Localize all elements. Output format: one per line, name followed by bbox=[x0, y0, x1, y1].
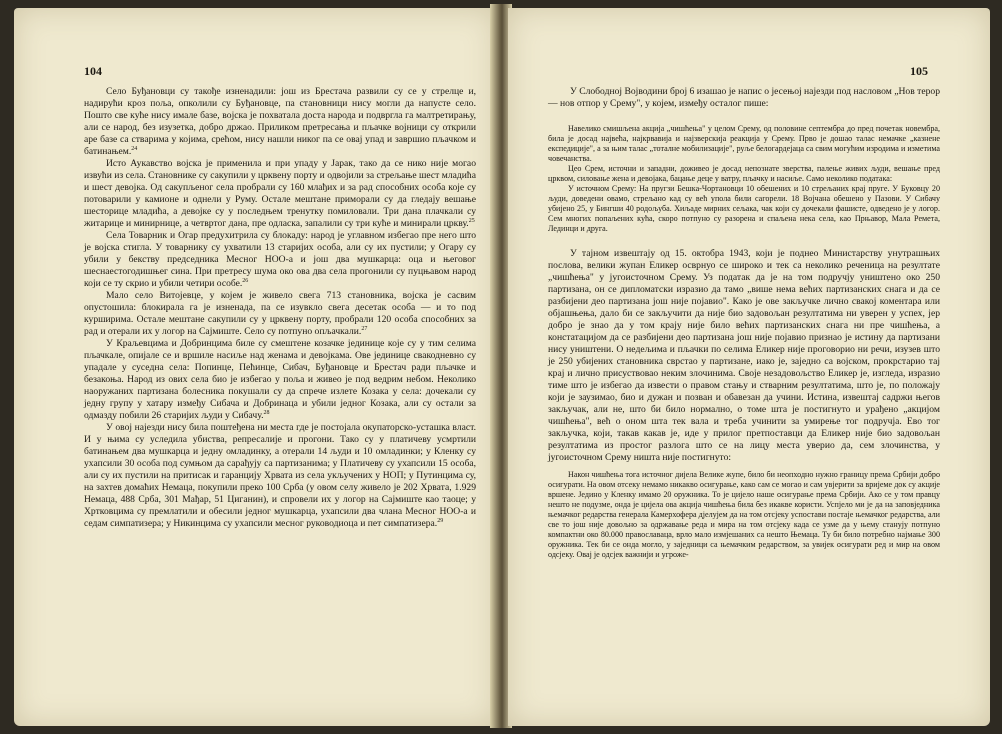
page-number-left: 104 bbox=[84, 64, 102, 78]
paragraph: У тајном извештају од 15. октобра 1943, који је поднео Министарству унутрашњих послова, велики жупан Еликер осврнуо се широко и тек са неколико реченица на резултате „чишћења" у југоисточном Срему. Уз податак да је на том подручју уништено око 250 партизана, он се дипломатски изразио да тамо „више нема већих партизанских снага и да се разбијени део партизана још није појавио". Како је ове закључке лично свакој коментара или објашњења, дало би се закључити да није био задовољан резултатима ни уверен у успех, јер добро је знао да у том крају није било већих партизанских снага ни пре чишћења, а констатацијом да се разбијени део партизана још није појавио признао је истину да партизани нису уништени. О недељима и пљачки по селима Еликер није проговорио ни речи, изузев што је 250 убијених становника сврстао у партизане, иако је, заједно са војском, прокрстарио тај крај и лично присуствовао неким злочинима. Своје незадовољство Еликер је, изгледа, изразио тиме што је избегао да извести о правом стању и стварним резултатима, што је, по положају који је заузимао, био и дужан и позван и обавезан да учини. Истина, извештај садржи његов закључак, али не, што би било нормално, о томе шта је постигнуто и урађено „акцијом чишћења", већ о оном шта тек вала и треба учинити за умирење тог подручја. Ево тог закључка, који, такав какав је, иде у прилог претпоставци да Еликер није био задовољан резултатима из простог разлога што се на лицу места уверио да, сем злочинства, у југоисточном Срему ништа није постигнуто: bbox=[548, 248, 940, 463]
footnote-ref: 25 bbox=[468, 217, 475, 224]
spacer bbox=[548, 234, 940, 248]
quote-paragraph: Навелико смишљена акција „чишћења" у целом Срему, од половине септембра до пред почетак новембра, била је досад највећа, најкрвавија и најзверскија реакција у Срему. Прво је дошао талас немачке „казнене експедиције", а за њим талас „тоталне мобилизације", руље белогардејаца са свим могућим изродима и изметима човечанства. bbox=[548, 124, 940, 163]
paragraph-text: Села Товарник и Огар предухитрила су блокаду: народ је углавном избегао пре него што је војска стигла. У товарнику су ухватили 13 старијих особа, али су их пустили; у Огару су убили у бекству председника Месног НОО-а и још два мушкарца: оца и његовог шеснаестогодишњег сина. При претресу шума око ова два села прогонили су пуцњавом народ који се ту скрио и убили четири особе. bbox=[84, 230, 476, 289]
paragraph bbox=[84, 422, 476, 530]
footnote-ref: 29 bbox=[437, 517, 444, 524]
footnote-ref: 24 bbox=[131, 145, 138, 152]
paragraph bbox=[84, 230, 476, 290]
intro-paragraph: У Слободној Војводини број 6 изашао је напис о јесењој најезди под насловом „Нов терор — нов отпор у Срему", у којем, између осталог пише: bbox=[548, 86, 940, 109]
footnote-ref: 26 bbox=[242, 277, 249, 284]
quote-paragraph: У источном Срему: На пругзи Бешка-Чортановци 10 обешених и 10 стрељаних крај пруге. У Буковцу 20 људи, доведени овамо, стрељано кад су већ упола били сагорели. 18 Војчана обешено у Пазови. У Сибачу убијено 25, у Бингши 40 родољуба. Хиљаде мирних сељака, чак који су дочекали фашисте, одведено је у логор. Сем многих попаљених кућа, скоро потпуно су разорена и спаљена нека села, као Прњавор, Мала Ремета, Лединци и друга. bbox=[548, 184, 940, 233]
paragraph bbox=[84, 86, 476, 158]
quote-paragraph: Након чишћења тога источног дијела Велике жупе, било би неопходно нужно границу према Србији добро осигурати. На овом отсеку немамо никакво осигурање, како сам се могао и сам увјерити за вријеме док су акције вршене. Једино у Кленку имамо 20 оружника. То је цијело наше осигурање према Србији. Ако се у том правцу нешто не подузме, онда је цијела ова акција чишћења била без икакве користи. Успјело ми је да на заповједника њемачког редарства генерала Камерхофера дјелујем да на том отсјеку успостави постаје њемачког редарства, али све то још није довољно за одржавање реда и мира на том отсјеку када се узме да у њему станују потпуно компактни око 80.000 православаца, врло мало измјешаних са нешто Њемаца. Ту би било потребно најмање 300 оружника. Тек би се онда могло, у заједници са њемачким редарством, за увијек осигурати ред и мир на овом одсјеку. Овај је одсјек важнији и угроже- bbox=[548, 470, 940, 559]
left-page bbox=[14, 8, 496, 726]
footnote-ref: 28 bbox=[263, 409, 270, 416]
right-page-text bbox=[548, 86, 940, 560]
block-quote bbox=[548, 124, 940, 234]
paragraph-text: У овој најезди нису била поштеђена ни места где је постојала окупаторско-усташка власт. И у њима су уследила убиства, репресалије и прогони. Тако су у платичеву усмртили батинањем два мушкарца и једну омладинку, а отерали 14 људи и 10 омладинки; у Кленку су ухапсили 30 особа под сумњом да сарађују са партизанима; у Платичеву су ухапсили 15 особа, али су их пустили на притисак и гаранцију Хрвата из села укључених у НОП; у Путинцима су, на захтев домаћих Немаца, покупили преко 100 Срба (у овом селу живело је 202 Хрвата, 1.929 Немаца, 488 Срба, 301 Мађар, 51 Циганин), и спровели их у логор на Сајмиште као таоце; у Хртковцима су премлатили и обесили једног мушкарца, ухапсили два члана Месног НОО-а и седам симпатизера; у Никинцима су ухапсили месног руководиоца и пет симпатизера. bbox=[84, 422, 476, 529]
paragraph bbox=[84, 158, 476, 230]
footnote-ref: 27 bbox=[361, 325, 368, 332]
block-quote bbox=[548, 470, 940, 560]
quote-paragraph: Цео Срем, источни и западни, доживео је досад непознате зверства, палење живих људи, вешање пред црквом, силовање жена и девојака, бацање деце у ватру, пљачку и насиље. Само неколико података: bbox=[548, 164, 940, 183]
paragraph-text: Село Буђановци су такође изненадили: још из Брестача развили су се у стрелце и, надирући кроз поља, опколили су Буђановце, па становници нису могли да напусте село. Пошто све куће нису имале базе, војска је похватала доста народа и подвргла га малтретирању, али се народ, без изузетка, добро држао. Приликом претресања и пљачке војници су открили аре базе са стварима у којима, срећом, нису нашли никог па се овај упад и завршио пљачком и батинањем. bbox=[84, 86, 476, 157]
right-page bbox=[508, 8, 990, 726]
left-page-text bbox=[84, 86, 476, 530]
page-number-right: 105 bbox=[910, 64, 928, 78]
spacer bbox=[548, 110, 940, 124]
paragraph-text: Исто Аукавство војска је применила и при упаду у Јарак, тако да се нико није могао извући из села. Становнике су сакупили у црквену порту и одвојили за стрељање шест младића и шест девојка. Од сакупљеног села пробрали су 160 млађих и за рад способних особа које су потоварили у камионе и однели у Руму. Остале мештане приморали су да гледају вешање шесторице младића, а девојке су у последњем тренутку помиловали. Три дана плачкали су житарице и минирнице, а четвртог дана, пре одласка, запалили су три куће и миниpали цркву. bbox=[84, 158, 476, 229]
paragraph-text: Мало село Витојевце, у којем је живело свега 713 становника, војска је сасвим опустошила: блокирала га је изненада, па се изувкло свега десетак особа — и то под курширима. Остале мештане сакупили су у црквену порту, пробрали 120 особа способних за рад и отерали их у логор на Сајмиште. Село су потпуно опљачкали. bbox=[84, 290, 476, 337]
paragraph-text: У Краљевцима и Добринцима биле су смештене козачке јединице које су у тим селима пљачкале, опијале се и вршиле насиље над женама и девојкама. Ове јединице свакодневно су упадале у суседна села: Попинце, Пећинце, Сибач, Буђановце и Брестач ради пљачке и безакоња. Народ из ових села био је избегао у поља и живео је под ведрим небом. Неколико наоружаних партизана болесника покушали су да спрече излете Козака у села: дочекали су једну групу у хатару између Сибача и Добринаца и убили једног Козака, али су остали за одмазду побили 26 старијих људи у Сибачу. bbox=[84, 338, 476, 421]
paragraph bbox=[84, 290, 476, 338]
paragraph bbox=[84, 338, 476, 422]
